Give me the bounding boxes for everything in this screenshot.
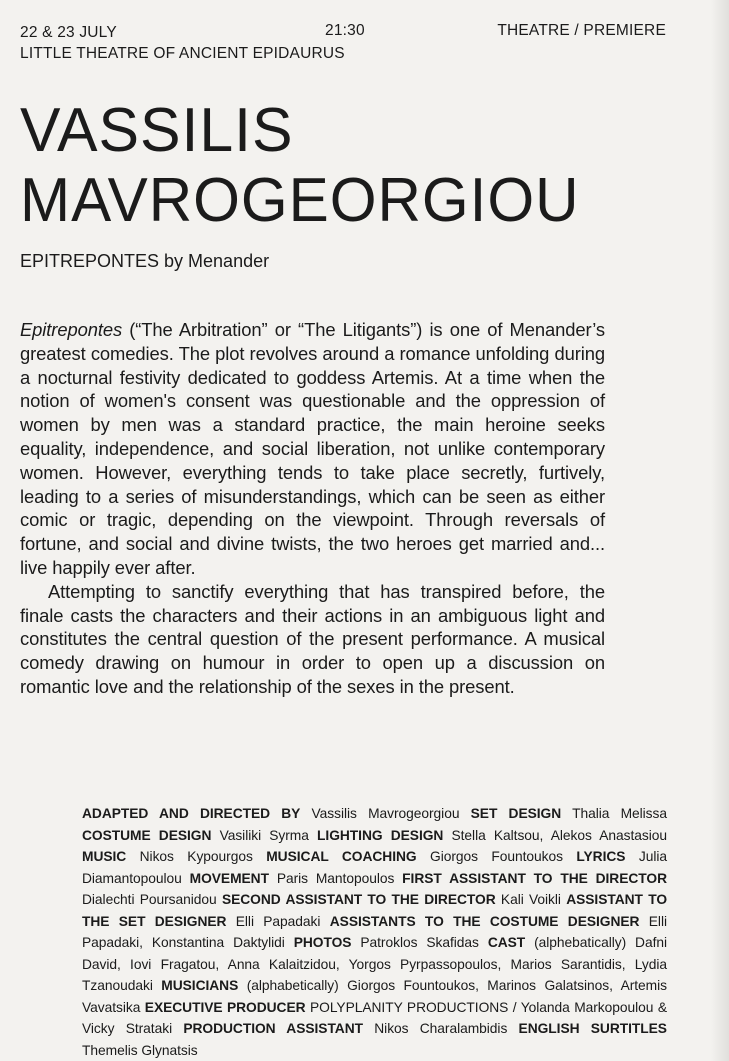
credit-role: ADAPTED AND DIRECTED BY	[82, 806, 301, 821]
play-subtitle: EPITREPONTES by Menander	[20, 251, 270, 271]
credit-role: EXECUTIVE PRODUCER	[144, 999, 306, 1015]
credit-role: COSTUME DESIGN	[82, 827, 212, 843]
venue-name: LITTLE THEATRE OF ANCIENT EPIDAURUS	[20, 45, 345, 62]
credit-role: MOVEMENT	[189, 870, 269, 886]
credit-names: Nikos Charalambidis	[374, 1021, 508, 1036]
credit-names: Julia Diamantopoulou	[82, 849, 668, 886]
credit-names: Elli Papadaki	[235, 913, 321, 929]
description	[20, 318, 605, 699]
credit-names: (alphabetically) Giorgos Fountoukos, Marinos Galatsinos, Artemis Vavatsika	[82, 978, 667, 1015]
description-paragraph-2: Attempting to sanctify everything that has transpired before, the finale casts the characters and their actions in an ambiguous light and constitutes the central question of the present performance. A musical comedy drawing on humour in order to open up a discussion on romantic love and the relationship of the sexes in the present.	[20, 580, 605, 697]
credit-names: Dialechti Poursanidou	[82, 892, 217, 907]
play-title-italic: Epitrepontes	[20, 319, 123, 340]
credit-names: (alphebatically) Dafni David, Iovi Fragatou, Anna Kalaitzidou, Yorgos Pyrpassopoulos, Marios Sarantidis, Lydia Tzanoudaki	[82, 935, 667, 993]
credit-names: Nikos Kypourgos	[139, 849, 253, 864]
description-paragraph-1	[20, 318, 605, 580]
title-line-1: VASSILIS	[20, 96, 294, 165]
credit-role: PRODUCTION ASSISTANT	[183, 1021, 364, 1036]
credit-names: Thalia Melissa	[572, 806, 667, 821]
credit-names: Themelis Glynatsis	[82, 1042, 198, 1058]
credit-role: MUSIC	[82, 849, 127, 864]
credit-role: SECOND ASSISTANT TO THE DIRECTOR	[221, 892, 496, 907]
credit-names: Paris Mantopoulos	[276, 870, 395, 886]
credit-role: SET DESIGN	[470, 806, 562, 821]
credit-role: ENGLISH SURTITLES	[518, 1021, 667, 1036]
credit-role: LIGHTING DESIGN	[317, 827, 444, 843]
category-label: THEATRE / PREMIERE	[497, 22, 666, 39]
credit-names: Stella Kaltsou, Alekos Anastasiou	[451, 827, 668, 843]
credit-role: CAST	[487, 935, 526, 950]
credit-role: PHOTOS	[293, 935, 352, 950]
credit-role: MUSICIANS	[161, 978, 239, 993]
credit-names: POLYPLANITY PRODUCTIONS / Yolanda Markopoulou & Vicky Strataki	[82, 999, 667, 1036]
credit-role: LYRICS	[576, 849, 626, 864]
credits-block	[82, 803, 667, 1061]
performance-time: 21:30	[325, 22, 365, 39]
credit-names: Kali Voikli	[500, 892, 561, 907]
title-line-2: MAVROGEORGIOU	[20, 166, 580, 235]
description-paragraph-1-text: (“The Arbitration” or “The Litigants”) is one of Menander’s greatest comedies. The plot revolves around a romance unfolding during a nocturnal festivity dedicated to goddess Artemis. At a time when the notion of women's consent was questionable and the oppression of women by men was a standard practice, the main heroine seeks equality, independence, and social liberation, not unlike contemporary women. However, everything tends to take place secretly, furtively, leading to a series of misunderstandings, which can be seen as either comic or tragic, depending on the viewpoint. Through reversals of fortune, and social and divine twists, the two heroes get married and... live happily ever after.	[20, 319, 605, 578]
credit-names: Patroklos Skafidas	[360, 935, 479, 950]
credit-role: ASSISTANTS TO THE COSTUME DESIGNER	[329, 913, 640, 929]
credit-names: Elli Papadaki, Konstantina Daktylidi	[82, 913, 667, 950]
credit-names: Vassilis Mavrogeorgiou	[311, 806, 460, 821]
credit-role: MUSICAL COACHING	[266, 849, 417, 864]
credit-names: Giorgos Fountoukos	[430, 849, 563, 864]
performance-dates: 22 & 23 JULY	[20, 24, 117, 41]
header-date-venue	[20, 22, 345, 64]
credit-role: ASSISTANT TO THE SET DESIGNER	[82, 892, 667, 929]
credit-names: Vasiliki Syrma	[219, 827, 309, 843]
page-edge-shadow	[711, 0, 729, 1061]
credit-role: FIRST ASSISTANT TO THE DIRECTOR	[402, 870, 668, 886]
director-name-title	[20, 96, 597, 236]
